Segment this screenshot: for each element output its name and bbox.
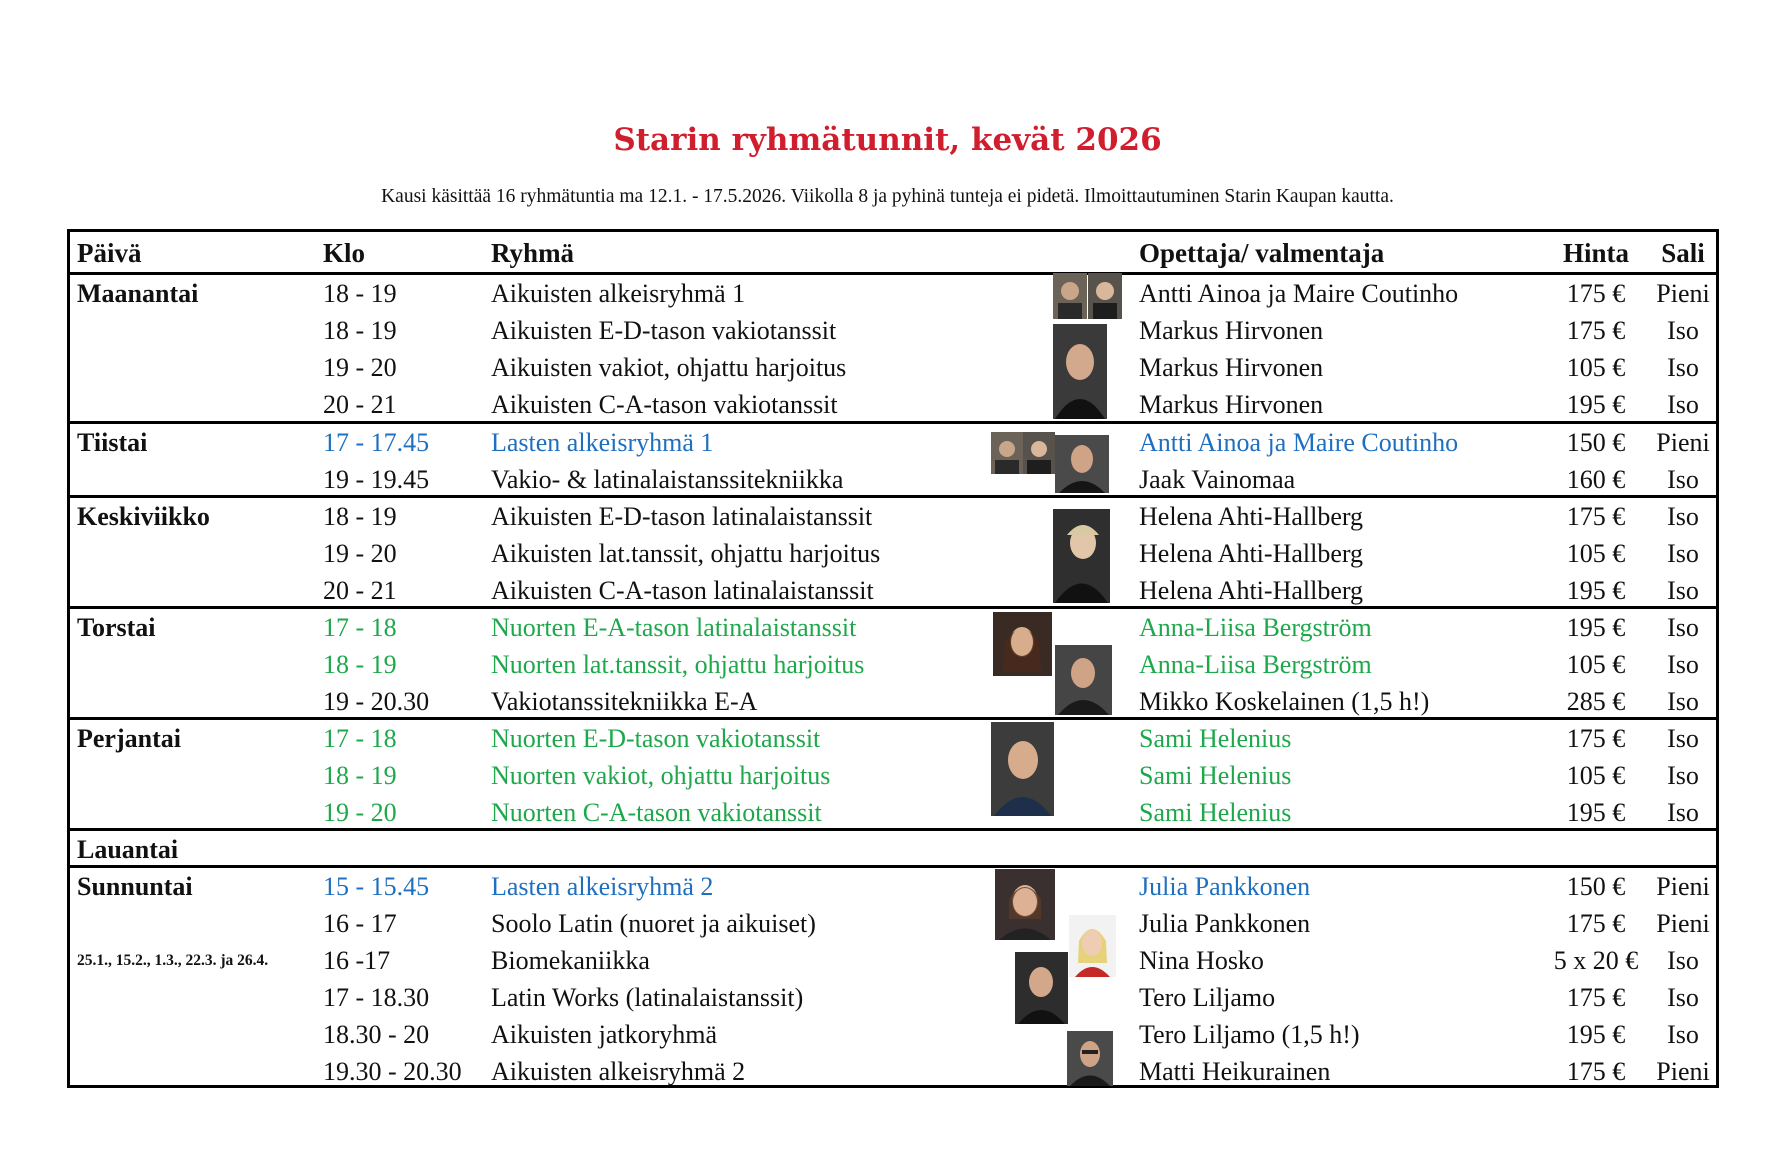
row-price: 175 € <box>1566 1057 1626 1086</box>
row-time: 18 - 19 <box>323 279 397 308</box>
row-price: 150 € <box>1566 428 1626 457</box>
row-hall: Iso <box>1667 983 1699 1012</box>
teacher-photo-jaak <box>1055 435 1109 493</box>
row-hall: Iso <box>1667 502 1699 531</box>
teacher-photo-maire-2 <box>1023 432 1055 474</box>
day-divider <box>70 828 1716 831</box>
sunnuntai-dates-note: 25.1., 15.2., 1.3., 22.3. ja 26.4. <box>77 952 269 969</box>
row-hall: Iso <box>1667 724 1699 753</box>
teacher-photo-nina <box>1069 915 1116 977</box>
row-price: 105 € <box>1566 761 1626 790</box>
row-hall: Pieni <box>1656 872 1710 901</box>
row-teacher: Tero Liljamo <box>1139 983 1276 1012</box>
row-group: Aikuisten E-D-tason latinalaistanssit <box>491 502 873 531</box>
row-teacher: Jaak Vainomaa <box>1139 465 1296 494</box>
day-divider <box>70 717 1716 720</box>
row-teacher: Helena Ahti-Hallberg <box>1139 502 1364 531</box>
teacher-photo-mikko <box>1055 645 1112 715</box>
row-hall: Iso <box>1667 798 1699 827</box>
row-group: Soolo Latin (nuoret ja aikuiset) <box>491 909 816 938</box>
row-group: Vakiotanssitekniikka E-A <box>491 687 758 716</box>
row-teacher: Nina Hosko <box>1139 946 1264 975</box>
row-hall: Iso <box>1667 761 1699 790</box>
row-price: 285 € <box>1566 687 1626 716</box>
row-hall: Iso <box>1667 353 1699 382</box>
row-price: 195 € <box>1566 798 1626 827</box>
row-time: 19 - 19.45 <box>323 465 430 494</box>
row-price: 175 € <box>1566 279 1626 308</box>
row-time: 18 - 19 <box>323 650 397 679</box>
row-teacher: Antti Ainoa ja Maire Coutinho <box>1139 279 1459 308</box>
row-time: 17 - 18 <box>323 724 397 753</box>
row-group: Aikuisten alkeisryhmä 2 <box>491 1057 746 1086</box>
day-divider <box>70 606 1716 609</box>
row-price: 195 € <box>1566 613 1626 642</box>
row-hall: Pieni <box>1656 1057 1710 1086</box>
row-teacher: Matti Heikurainen <box>1139 1057 1331 1086</box>
row-time: 16 -17 <box>323 946 391 975</box>
row-teacher: Markus Hirvonen <box>1139 316 1324 345</box>
teacher-photo-anna-liisa <box>993 612 1052 676</box>
row-price: 175 € <box>1566 724 1626 753</box>
teacher-photo-antti <box>1053 273 1087 319</box>
row-group: Aikuisten E-D-tason vakiotanssit <box>491 316 837 345</box>
row-price: 195 € <box>1566 1020 1626 1049</box>
row-group: Lasten alkeisryhmä 1 <box>491 428 714 457</box>
row-time: 19 - 20.30 <box>323 687 430 716</box>
row-price: 195 € <box>1566 576 1626 605</box>
row-hall: Iso <box>1667 576 1699 605</box>
row-teacher: Antti Ainoa ja Maire Coutinho <box>1139 428 1459 457</box>
row-time: 15 - 15.45 <box>323 872 430 901</box>
row-hall: Iso <box>1667 390 1699 419</box>
row-hall: Iso <box>1667 539 1699 568</box>
row-time: 16 - 17 <box>323 909 397 938</box>
day-perjantai: Perjantai <box>77 724 181 753</box>
row-hall: Pieni <box>1656 279 1710 308</box>
header-teacher: Opettaja/ valmentaja <box>1139 238 1385 268</box>
header-divider <box>70 272 1716 275</box>
header-day: Päivä <box>77 238 142 268</box>
row-group: Vakio- & latinalaistanssitekniikka <box>491 465 844 494</box>
schedule-table <box>67 229 1719 1088</box>
day-torstai: Torstai <box>77 613 156 642</box>
row-group: Aikuisten jatkoryhmä <box>491 1020 718 1049</box>
row-price: 150 € <box>1566 872 1626 901</box>
row-teacher: Anna-Liisa Bergström <box>1139 650 1372 679</box>
row-teacher: Mikko Koskelainen (1,5 h!) <box>1139 687 1430 716</box>
row-price: 160 € <box>1566 465 1626 494</box>
row-hall: Iso <box>1667 650 1699 679</box>
row-group: Lasten alkeisryhmä 2 <box>491 872 714 901</box>
row-teacher: Tero Liljamo (1,5 h!) <box>1139 1020 1360 1049</box>
header-price: Hinta <box>1562 238 1629 268</box>
row-time: 20 - 21 <box>323 576 397 605</box>
teacher-photo-julia <box>995 869 1055 940</box>
day-keskiviikko: Keskiviikko <box>77 502 210 531</box>
day-divider <box>70 495 1716 498</box>
teacher-photo-helena <box>1053 509 1110 603</box>
day-sunnuntai: Sunnuntai <box>77 872 193 901</box>
row-group: Biomekaniikka <box>491 946 650 975</box>
row-price: 105 € <box>1566 539 1626 568</box>
row-hall: Iso <box>1667 613 1699 642</box>
row-hall: Iso <box>1667 316 1699 345</box>
row-group: Nuorten lat.tanssit, ohjattu harjoitus <box>491 650 865 679</box>
row-group: Aikuisten lat.tanssit, ohjattu harjoitus <box>491 539 881 568</box>
row-time: 17 - 18.30 <box>323 983 430 1012</box>
row-time: 19 - 20 <box>323 798 397 827</box>
day-divider <box>70 421 1716 424</box>
row-group: Nuorten E-A-tason latinalaistanssit <box>491 613 857 642</box>
row-hall: Iso <box>1667 465 1699 494</box>
row-time: 20 - 21 <box>323 390 397 419</box>
teacher-photo-markus <box>1053 324 1107 419</box>
row-time: 18 - 19 <box>323 502 397 531</box>
row-group: Nuorten vakiot, ohjattu harjoitus <box>491 761 831 790</box>
teacher-photo-matti <box>1067 1031 1113 1086</box>
row-time: 18 - 19 <box>323 761 397 790</box>
row-price: 175 € <box>1566 983 1626 1012</box>
row-teacher: Julia Pankkonen <box>1139 909 1311 938</box>
header-hall: Sali <box>1661 238 1705 268</box>
row-group: Aikuisten C-A-tason vakiotanssit <box>491 390 838 419</box>
row-teacher: Anna-Liisa Bergström <box>1139 613 1372 642</box>
day-maanantai: Maanantai <box>77 279 199 308</box>
row-time: 17 - 17.45 <box>323 428 430 457</box>
row-group: Nuorten E-D-tason vakiotanssit <box>491 724 821 753</box>
row-teacher: Sami Helenius <box>1139 798 1292 827</box>
row-teacher: Helena Ahti-Hallberg <box>1139 576 1364 605</box>
row-price: 5 x 20 € <box>1553 946 1639 975</box>
day-tiistai: Tiistai <box>77 428 148 457</box>
row-teacher: Sami Helenius <box>1139 761 1292 790</box>
page-title: Starin ryhmätunnit, kevät 2026 <box>613 122 1162 158</box>
row-hall: Iso <box>1667 687 1699 716</box>
row-hall: Pieni <box>1656 909 1710 938</box>
row-teacher: Helena Ahti-Hallberg <box>1139 539 1364 568</box>
teacher-photo-tero <box>1015 952 1068 1024</box>
row-time: 19.30 - 20.30 <box>323 1057 462 1086</box>
row-price: 105 € <box>1566 353 1626 382</box>
teacher-photo-antti-2 <box>991 432 1023 474</box>
row-time: 17 - 18 <box>323 613 397 642</box>
row-price: 175 € <box>1566 316 1626 345</box>
day-lauantai: Lauantai <box>77 835 179 864</box>
row-group: Aikuisten C-A-tason latinalaistanssit <box>491 576 874 605</box>
row-time: 18.30 - 20 <box>323 1020 430 1049</box>
row-price: 105 € <box>1566 650 1626 679</box>
teacher-photo-maire <box>1088 273 1122 319</box>
row-teacher: Julia Pankkonen <box>1139 872 1311 901</box>
row-teacher: Markus Hirvonen <box>1139 353 1324 382</box>
row-hall: Pieni <box>1656 428 1710 457</box>
row-time: 19 - 20 <box>323 539 397 568</box>
day-divider <box>70 865 1716 868</box>
row-hall: Iso <box>1667 1020 1699 1049</box>
row-teacher: Markus Hirvonen <box>1139 390 1324 419</box>
header-time: Klo <box>323 238 366 268</box>
row-price: 175 € <box>1566 502 1626 531</box>
header-group: Ryhmä <box>491 238 575 268</box>
row-group: Nuorten C-A-tason vakiotanssit <box>491 798 822 827</box>
row-teacher: Sami Helenius <box>1139 724 1292 753</box>
row-hall: Iso <box>1667 946 1699 975</box>
row-group: Aikuisten alkeisryhmä 1 <box>491 279 746 308</box>
row-time: 19 - 20 <box>323 353 397 382</box>
row-time: 18 - 19 <box>323 316 397 345</box>
teacher-photo-sami <box>991 722 1054 816</box>
page-subtitle: Kausi käsittää 16 ryhmätuntia ma 12.1. - 17.5.2026. Viikolla 8 ja pyhinä tunteja ei pidetä. Ilmoittautuminen Starin Kaupan kautta. <box>381 186 1394 207</box>
row-price: 195 € <box>1566 390 1626 419</box>
row-price: 175 € <box>1566 909 1626 938</box>
row-group: Latin Works (latinalaistanssit) <box>491 983 804 1012</box>
row-group: Aikuisten vakiot, ohjattu harjoitus <box>491 353 847 382</box>
